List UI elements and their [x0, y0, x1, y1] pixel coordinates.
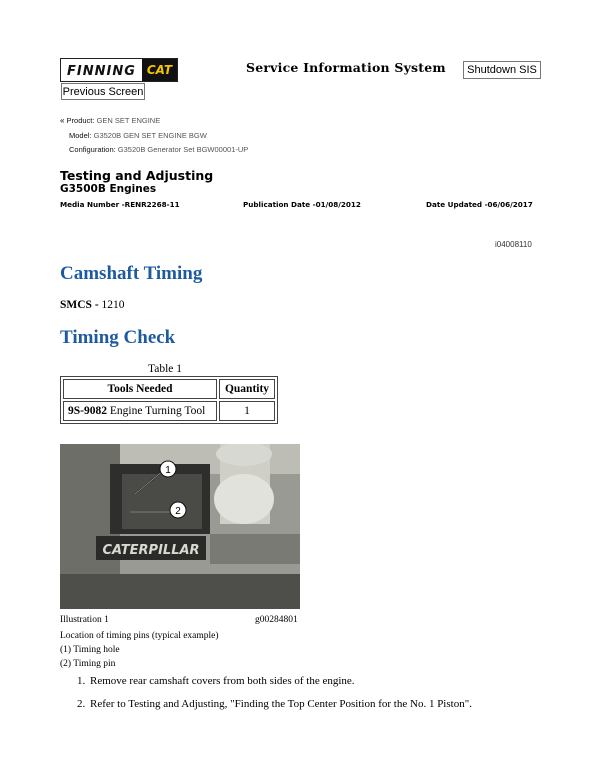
previous-screen-button[interactable]: Previous Screen	[61, 83, 145, 100]
callout-text-1: (1) Timing hole	[60, 645, 120, 655]
subsection-title: Timing Check	[60, 327, 176, 348]
callout-text-2: (2) Timing pin	[60, 659, 116, 669]
tools-header: Tools Needed	[63, 379, 217, 399]
finning-wordmark: FINNING	[61, 59, 142, 81]
graphic-id: g00284801	[255, 615, 298, 625]
smcs-label: SMCS -	[60, 299, 99, 311]
list-item: 2. Refer to Testing and Adjusting, "Finding the Top Center Position for the No. 1 Piston".	[88, 698, 600, 710]
configuration-line	[69, 145, 248, 154]
product-label: Product:	[66, 116, 95, 125]
illustration-caption: Location of timing pins (typical example)	[60, 631, 219, 641]
part-number[interactable]: 9S-9082	[68, 405, 107, 417]
tool-description: Engine Turning Tool	[109, 405, 206, 417]
product-value: GEN SET ENGINE	[96, 116, 161, 125]
product-line	[60, 116, 160, 125]
brand-logo	[60, 58, 178, 82]
procedure-steps	[60, 675, 600, 721]
page-title: Camshaft Timing	[60, 263, 203, 284]
configuration-label: Configuration:	[69, 145, 116, 154]
callout-1: 1	[165, 465, 171, 476]
quantity-cell: 1	[219, 401, 275, 421]
section-heading: Testing and Adjusting	[60, 168, 214, 183]
smcs-code	[60, 299, 125, 311]
media-number: Media Number -RENR2268-11	[60, 200, 180, 209]
table-header-row	[63, 379, 275, 399]
document-id: i04008110	[495, 240, 532, 249]
shutdown-sis-button[interactable]: Shutdown SIS	[463, 61, 541, 79]
quantity-header: Quantity	[219, 379, 275, 399]
collapse-arrows-icon[interactable]: «	[60, 116, 65, 125]
model-label: Model:	[69, 131, 92, 140]
date-updated: Date Updated -06/06/2017	[426, 200, 533, 209]
caterpillar-plate-text: CATERPILLAR	[102, 543, 200, 558]
engines-heading: G3500B Engines	[60, 183, 157, 195]
callout-2: 2	[175, 506, 181, 517]
table-row	[63, 401, 275, 421]
tools-table	[60, 376, 278, 424]
smcs-value: 1210	[101, 299, 125, 311]
configuration-value: G3520B Generator Set BGW00001-UP	[117, 145, 249, 154]
illustration-label: Illustration 1	[60, 615, 109, 625]
model-line	[69, 131, 207, 140]
publication-date: Publication Date -01/08/2012	[243, 200, 361, 209]
model-value: G3520B GEN SET ENGINE BGW	[93, 131, 207, 140]
list-item: 1. Remove rear camshaft covers from both sides of the engine.	[88, 675, 600, 687]
tool-cell	[63, 401, 217, 421]
cat-logo: CAT	[142, 59, 177, 81]
system-title: Service Information System	[246, 60, 446, 75]
illustration-image	[60, 444, 300, 609]
table-caption: Table 1	[148, 363, 183, 375]
